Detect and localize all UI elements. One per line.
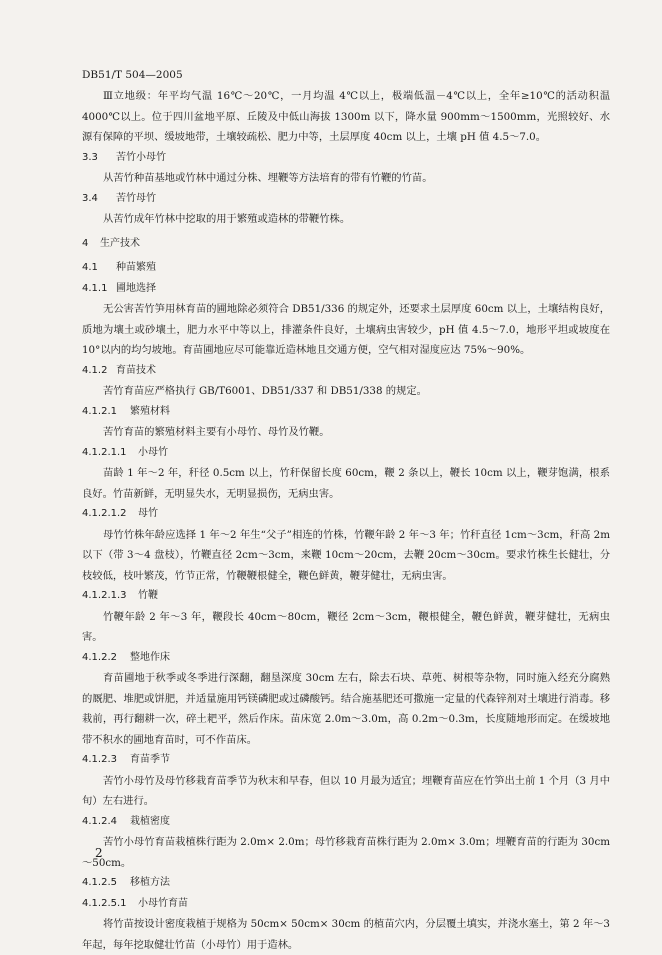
section-heading <box>82 504 610 525</box>
section-heading <box>82 648 610 669</box>
section-number: 4.1.2 <box>82 364 108 376</box>
section-title: 整地作床 <box>130 651 170 663</box>
section-paragraph: 苦竹小母竹及母竹移栽育苗季节为秋末和早春，但以 10 月最为适宜；埋鞭育苗应在竹笋出土前 1 个月（3 月中旬）左右进行。 <box>82 774 610 807</box>
page-number: 2 <box>95 846 103 860</box>
section-number: 3.4 <box>82 192 98 204</box>
section-title: 苦竹小母竹 <box>116 151 166 163</box>
section-paragraph: 将竹苗按设计密度栽植于规格为 50cm× 50cm× 30cm 的植苗穴内，分层覆土填实，并浇水塞土，第 2 年～3 年起，每年挖取健壮竹苗（小母竹）用于造林。 <box>82 918 610 951</box>
section-heading <box>82 586 610 607</box>
section-number: 4.1.2.1 <box>82 405 117 417</box>
section-heading <box>82 873 610 894</box>
section-number: 4.1.2.2 <box>82 651 117 663</box>
section-paragraph: 竹鞭年龄 2 年～3 年，鞭段长 40cm～80cm，鞭径 2cm～3cm，鞭根健全，鞭色鲜黄，鞭芽健壮，无病虫害。 <box>82 610 610 643</box>
section-paragraph: 无公害苦竹笋用林育苗的圃地除必须符合 DB51/336 的规定外，还要求土层厚度 60cm 以上，土壤结构良好，质地为壤土或砂壤土，肥力水平中等以上，排灌条件良好，土壤病虫害较少，pH 值 4.5～7.0，地形平坦或坡度在 10°以内的均匀坡地。育苗圃地应尽可能靠近造林地且交通方便，空气相对湿度应达 75%～90%。 <box>82 303 610 356</box>
section-heading <box>82 361 610 382</box>
section-number: 4.1.2.5 <box>82 877 117 888</box>
section-heading <box>82 189 610 210</box>
section-number: 4.1.1 <box>82 282 108 294</box>
section-heading <box>82 148 610 169</box>
section-heading <box>82 894 610 915</box>
section-title: 栽植密度 <box>130 815 170 827</box>
section-title: 竹鞭 <box>138 590 158 601</box>
section-title: 生产技术 <box>100 237 140 249</box>
section-paragraph: 苦竹育苗应严格执行 GB/T6001、DB51/337 和 DB51/338 的规定。 <box>103 385 427 397</box>
section-number: 4.1.2.1.3 <box>82 590 127 601</box>
section-number: 4.1.2.5.1 <box>82 897 127 909</box>
section-title: 母竹 <box>138 508 158 519</box>
document-id: DB51/T 504—2005 <box>82 69 183 81</box>
section-number: 3.3 <box>82 151 98 163</box>
section-heading <box>82 750 610 771</box>
document-body <box>82 86 610 955</box>
section-title: 苦竹母竹 <box>116 192 156 204</box>
section-heading <box>82 402 610 423</box>
section-paragraph: 苦竹育苗的繁殖材料主要有小母竹、母竹及竹鞭。 <box>103 426 330 438</box>
section-number: 4.1.2.1.1 <box>82 446 127 458</box>
section-heading <box>82 258 610 279</box>
section-number: 4.1.2.4 <box>82 815 117 827</box>
section-heading <box>82 279 610 300</box>
section-number: 4.1 <box>82 262 98 273</box>
section-title: 育苗技术 <box>116 364 156 376</box>
section-title: 育苗季节 <box>130 754 170 765</box>
section-number: 4.1.2.3 <box>82 754 117 765</box>
section-heading <box>82 443 610 464</box>
section-number: 4 <box>82 237 89 249</box>
section-paragraph: 母竹竹株年龄应选择 1 年～2 年生“父子”相连的竹株，竹鞭年龄 2 年～3 年；竹秆直径 1cm～3cm，秆高 2m 以下（带 3～4 盘枝），竹鞭直径 2cm～3cm，来鞭 10cm～20cm，去鞭 20cm～30cm。要求竹株生长健壮，分枝较低，枝叶繁茂，竹节正常，竹鞭鞭根健全，鞭色鲜黄，鞭芽健壮，无病虫害。 <box>82 528 610 582</box>
section-title: 移植方法 <box>130 877 170 888</box>
section-paragraph: 苦竹小母竹育苗栽植株行距为 2.0m× 2.0m；母竹移栽育苗株行距为 2.0m× 3.0m；埋鞭育苗的行距为 30cm～50cm。 <box>82 836 610 869</box>
section-paragraph: 苗龄 1 年～2 年，秆径 0.5cm 以上，竹秆保留长度 60cm，鞭 2 条以上，鞭长 10cm 以上，鞭芽饱满，根系良好。竹苗新鲜，无明显失水，无明显损伤，无病虫害。 <box>82 467 610 500</box>
section-title: 小母竹 <box>138 446 168 458</box>
section-paragraph: 从苦竹种苗基地或竹林中通过分株、埋鞭等方法培育的带有竹鞭的竹苗。 <box>103 172 433 184</box>
section-title: 小母竹育苗 <box>138 897 188 909</box>
section-title: 种苗繁殖 <box>116 262 156 273</box>
section-title: 圃地选择 <box>116 282 156 294</box>
section-heading <box>82 234 610 255</box>
climate-paragraph: Ⅲ立地级：年平均气温 16℃～20℃，一月均温 4℃以上，极端低温－4℃以上，全年≥10℃的活动积温 4000℃以上。位于四川盆地平原、丘陵及中低山海拔 1300m 以下，降水量 900mm～1500mm，光照较好、水源有保障的平坝、缓坡地带，土壤较疏松、肥力中等，土层厚度 40cm 以上，土壤 pH 值 4.5～7.0。 <box>82 90 610 143</box>
section-paragraph: 从苦竹成年竹林中挖取的用于繁殖或造林的带鞭竹株。 <box>103 213 351 225</box>
section-title: 繁殖材料 <box>130 405 170 417</box>
section-paragraph: 育苗圃地于秋季或冬季进行深翻，翻垦深度 30cm 左右，除去石块、草蔸、树根等杂物，同时施入经充分腐熟的厩肥、堆肥或饼肥，并适量施用钙镁磷肥或过磷酸钙。结合施基肥还可撒施一定量的代森锌剂对土壤进行消毒。移栽前，再行翻耕一次，碎土耙平，然后作床。苗床宽 2.0m～3.0m，高 0.2m～0.3m，长度随地形而定。在缓坡地带不积水的圃地育苗时，可不作苗床。 <box>82 672 610 746</box>
section-number: 4.1.2.1.2 <box>82 508 127 519</box>
section-heading <box>82 812 610 833</box>
